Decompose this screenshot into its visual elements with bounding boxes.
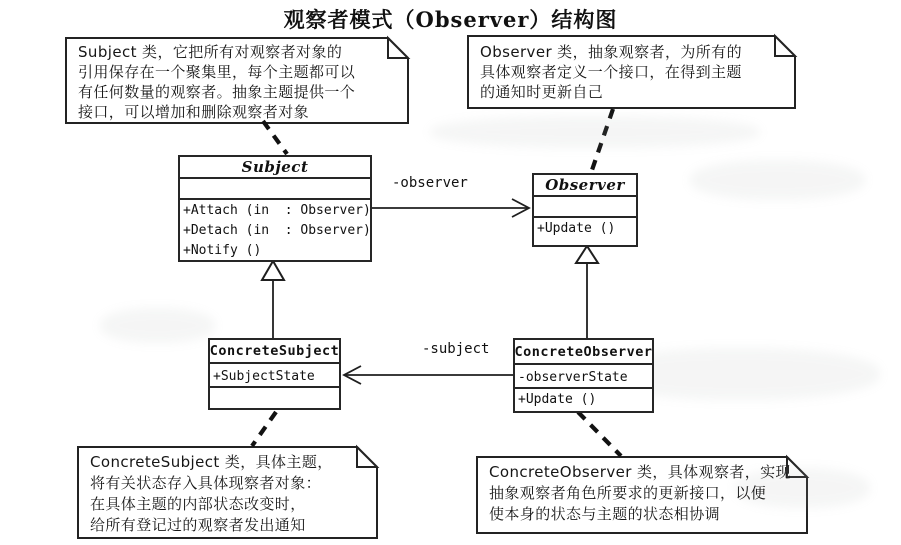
note-line: Observer 类，抽象观察者，为所有的 [480,43,742,61]
note-line: 给所有登记过的观察者发出通知 [90,516,306,534]
note-subject [78,42,355,122]
class-methods-empty [210,388,339,408]
method: +Attach (in : Observer) [183,203,371,218]
class-name: ConcreteObserver [515,340,652,365]
note-observer [480,42,742,102]
note-connector-dashed [578,412,621,456]
page-title: 观察者模式（Observer）结构图 [283,7,618,32]
class-name: Observer [534,175,636,197]
class-methods [534,218,636,245]
method: +Update () [537,221,616,236]
hollow-triangle-icon [262,261,284,280]
note-connector-dashed [252,412,276,446]
class-box-subject [178,155,372,262]
scan-artifact [690,160,865,200]
note-concrete-subject [90,452,333,536]
note-line: 使本身的状态与主题的状态相协调 [489,505,721,523]
scan-artifact [430,116,760,148]
attribute: -observerState [518,370,628,385]
note-line: 接口，可以增加和删除观察者对象 [78,103,310,121]
class-name: ConcreteSubject [210,340,339,364]
note-line: ConcreteObserver 类，具体观察者，实现 [489,463,791,481]
note-concrete-observer [489,462,791,525]
note-line: 将有关状态存入具体现察者对象： [90,474,322,492]
association-label-subject: -subject [422,341,490,357]
note-line: 的通知时更新自己 [480,83,604,101]
note-line: 具体观察者定义一个接口，在得到主题 [480,63,742,81]
class-box-concrete-subject [208,338,341,410]
note-line: 引用保存在一个聚集里，每个主题都可以 [78,63,356,81]
note-fold-icon [775,36,795,56]
method: +Update () [518,392,597,407]
note-fold-icon [388,38,408,58]
note-line: 在具体主题的内部状态改变时， [90,495,306,513]
class-name: Subject [180,157,370,179]
class-methods [515,389,652,411]
class-attributes-empty [180,179,370,200]
note-line: Subject 类，它把所有对观察者对象的 [78,43,343,61]
hollow-triangle-icon [576,246,598,263]
method: +Detach (in : Observer) [183,223,371,238]
association-label-observer: -observer [392,175,468,191]
note-fold-icon [357,447,377,467]
note-connector-dashed [263,121,287,154]
note-line: 抽象观察者角色所要求的更新接口，以便 [489,484,767,502]
method: +Notify () [183,243,262,258]
class-attributes-empty [534,197,636,218]
class-box-observer [532,173,638,247]
class-attributes [210,364,339,388]
class-methods [180,200,370,260]
note-line: 有任何数量的观察者。抽象主题提供一个 [78,83,356,101]
class-box-concrete-observer [513,338,654,413]
note-line: ConcreteSubject 类，具体主题， [90,453,333,471]
attribute: +SubjectState [213,369,315,384]
class-attributes [515,365,652,389]
scan-artifact [100,308,215,343]
